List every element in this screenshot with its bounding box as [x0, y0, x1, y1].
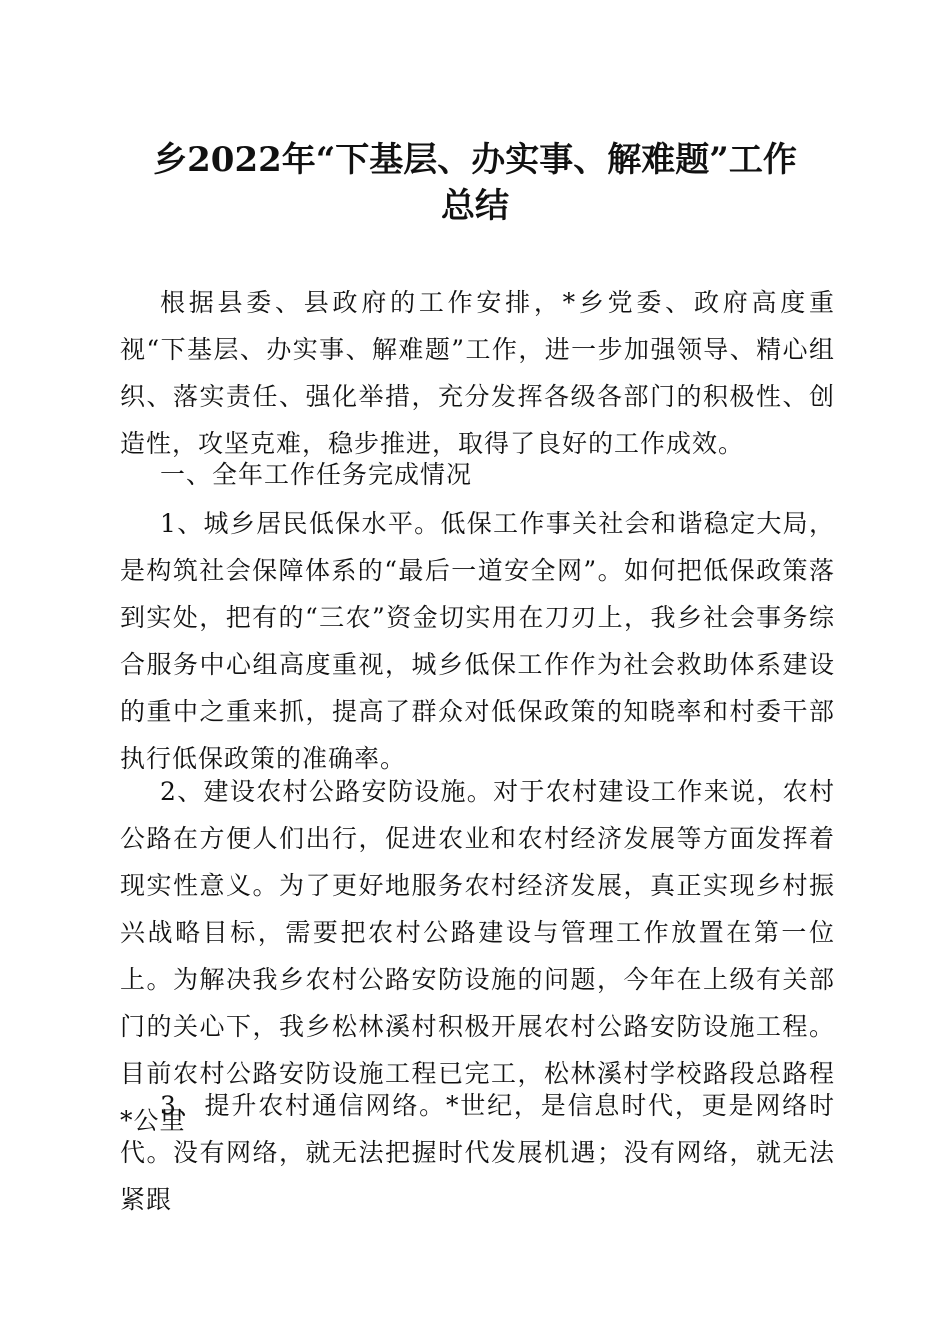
- item-paragraph-2: 2、建设农村公路安防设施。对于农村建设工作来说，农村公路在方便人们出行，促进农业和农村经济发展等方面发挥着现实性意义。为了更好地服务农村经济发展，真正实现乡村振兴战略目标，需要把农村公路建设与管理工作放置在第一位上。为解决我乡农村公路安防设施的问题，今年在上级有关部门的关心下，我乡松林溪村积极开展农村公路安防设施工程。目前农村公路安防设施工程已完工，松林溪村学校路段总路程*公里: [120, 777, 835, 1135]
- intro-paragraph: 根据县委、县政府的工作安排，*乡党委、政府高度重视“下基层、办实事、解难题”工作，进一步加强领导、精心组织、落实责任、强化举措，充分发挥各级各部门的积极性、创造性，攻坚克难，稳步推进，取得了良好的工作成效。: [120, 288, 835, 458]
- document-title-line1: 乡2022年“下基层、办实事、解难题”工作: [153, 140, 797, 180]
- document-title-line2: 总结: [441, 186, 509, 226]
- item-paragraph-3: 3、提升农村通信网络。*世纪，是信息时代，更是网络时代。没有网络，就无法把握时代发展机遇；没有网络，就无法紧跟: [120, 1091, 835, 1214]
- section-heading-1: 一、全年工作任务完成情况: [160, 460, 473, 489]
- item-paragraph-1: 1、城乡居民低保水平。低保工作事关社会和谐稳定大局，是构筑社会保障体系的“最后一道安全网”。如何把低保政策落到实处，把有的“三农”资金切实用在刀刃上，我乡社会事务综合服务中心组高度重视，城乡低保工作作为社会救助体系建设的重中之重来抓，提高了群众对低保政策的知晓率和村委干部执行低保政策的准确率。: [120, 509, 835, 773]
